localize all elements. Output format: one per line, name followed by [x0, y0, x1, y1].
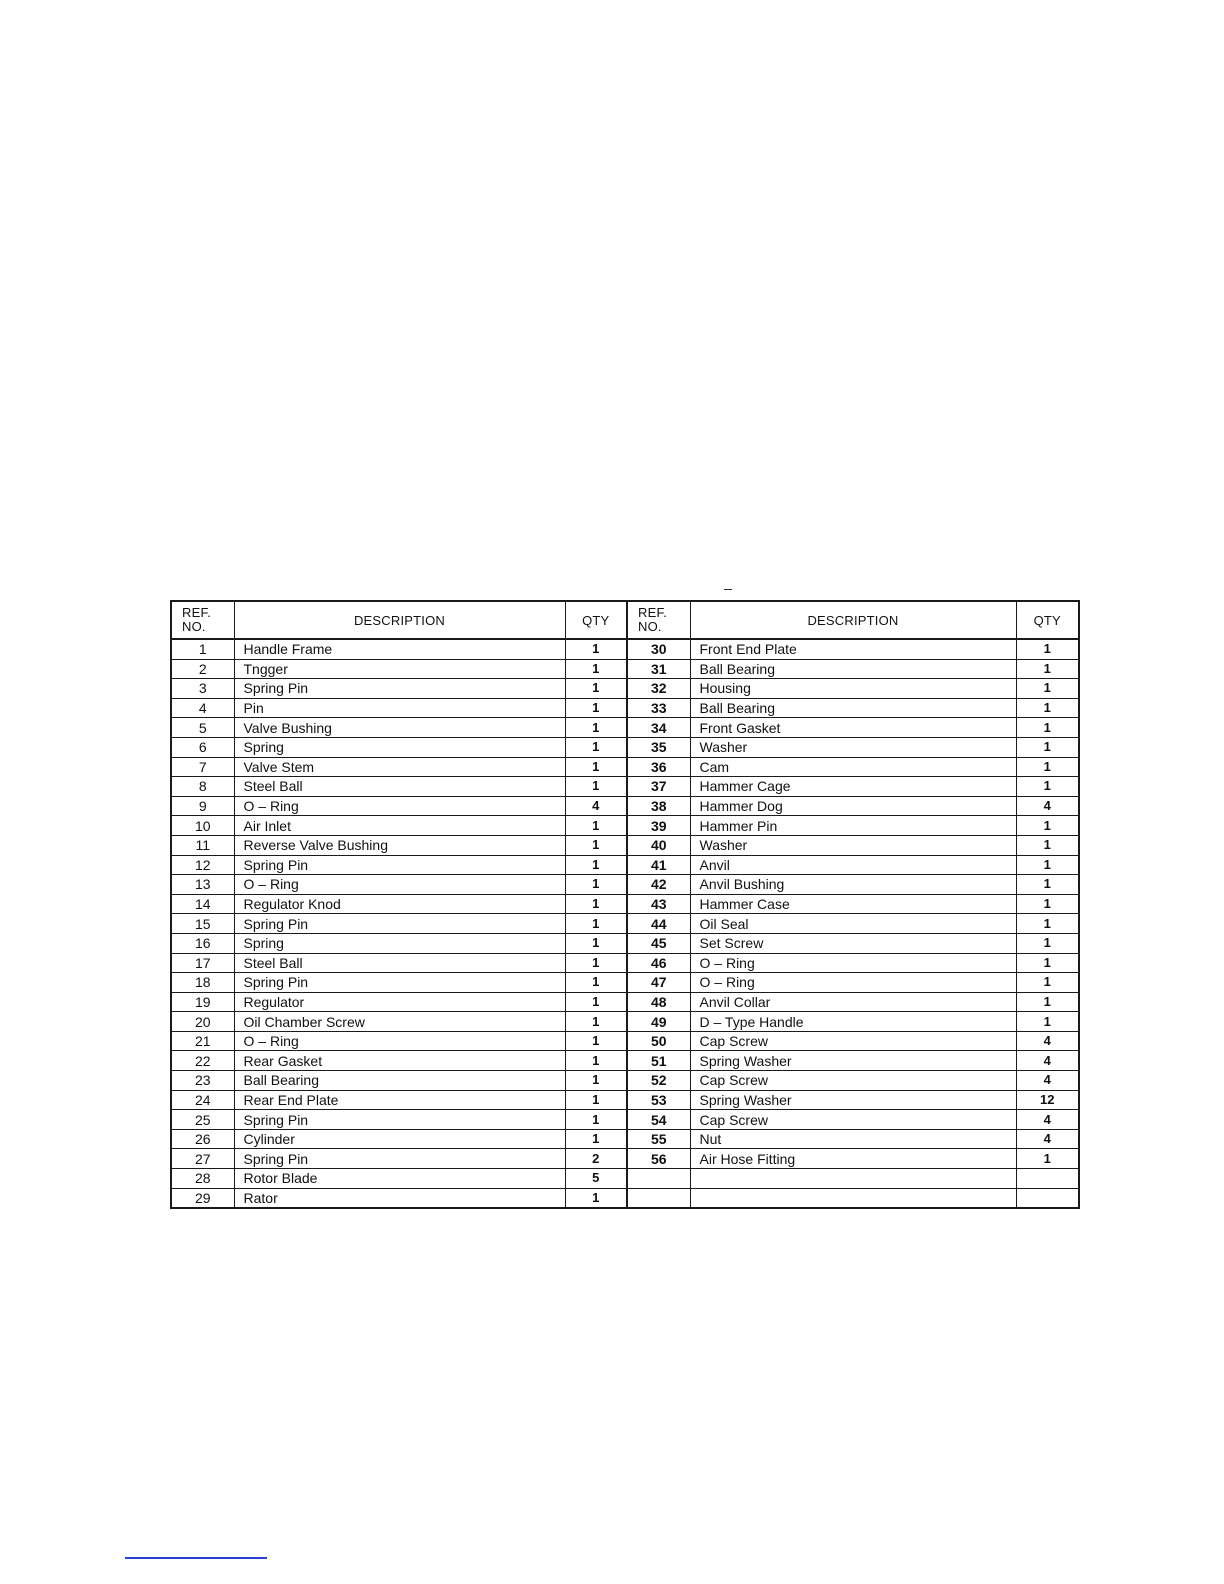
description-cell: Oil Seal — [690, 914, 1016, 934]
qty-cell: 1 — [565, 816, 627, 836]
ref-no-cell: 43 — [627, 894, 690, 914]
description-cell: Valve Stem — [234, 757, 565, 777]
qty-cell: 4 — [1016, 796, 1079, 816]
table-row — [171, 659, 1079, 679]
qty-cell: 1 — [565, 718, 627, 738]
qty-cell: 1 — [1016, 973, 1079, 993]
qty-cell: 1 — [565, 1110, 627, 1130]
parts-list-table — [170, 600, 1080, 1209]
ref-no-cell: 42 — [627, 875, 690, 895]
ref-no-cell: 41 — [627, 855, 690, 875]
empty-cell — [690, 1188, 1016, 1208]
ref-no-cell: 45 — [627, 933, 690, 953]
description-cell: Spring Pin — [234, 855, 565, 875]
qty-cell: 1 — [565, 1051, 627, 1071]
qty-cell: 1 — [565, 1071, 627, 1091]
table-row — [171, 875, 1079, 895]
qty-cell: 1 — [565, 855, 627, 875]
parts-table-body — [171, 639, 1079, 1208]
ref-no-cell: 31 — [627, 659, 690, 679]
qty-cell: 4 — [1016, 1129, 1079, 1149]
table-row — [171, 1012, 1079, 1032]
table-row — [171, 1071, 1079, 1091]
description-cell: Hammer Dog — [690, 796, 1016, 816]
footnote-rule — [125, 1557, 267, 1559]
qty-cell: 1 — [565, 1129, 627, 1149]
qty-cell: 1 — [565, 953, 627, 973]
ref-no-cell: 55 — [627, 1129, 690, 1149]
header-row — [171, 601, 1079, 639]
ref-no-cell: 33 — [627, 698, 690, 718]
description-cell: Air Hose Fitting — [690, 1149, 1016, 1169]
table-row — [171, 1110, 1079, 1130]
qty-cell: 1 — [1016, 777, 1079, 797]
qty-cell: 1 — [1016, 737, 1079, 757]
qty-cell: 1 — [1016, 757, 1079, 777]
table-row — [171, 855, 1079, 875]
description-cell: Spring Pin — [234, 1149, 565, 1169]
ref-no-cell: 14 — [171, 894, 234, 914]
ref-no-cell: 28 — [171, 1169, 234, 1189]
description-cell: Front End Plate — [690, 639, 1016, 659]
qty-cell: 1 — [565, 992, 627, 1012]
ref-no-cell: 37 — [627, 777, 690, 797]
ref-no-header-right: REF. NO. — [627, 601, 690, 639]
description-cell: Reverse Valve Bushing — [234, 835, 565, 855]
qty-cell: 4 — [1016, 1071, 1079, 1091]
ref-no-cell: 52 — [627, 1071, 690, 1091]
table-row — [171, 737, 1079, 757]
table-row — [171, 914, 1079, 934]
ref-no-header-left: REF. NO. — [171, 601, 234, 639]
qty-cell: 1 — [1016, 933, 1079, 953]
ref-no-cell: 23 — [171, 1071, 234, 1091]
table-row — [171, 973, 1079, 993]
qty-cell: 4 — [1016, 1110, 1079, 1130]
description-cell: Spring Pin — [234, 679, 565, 699]
qty-cell: 1 — [565, 757, 627, 777]
ref-no-cell: 21 — [171, 1031, 234, 1051]
table-row — [171, 1090, 1079, 1110]
description-cell: Regulator Knod — [234, 894, 565, 914]
qty-cell: 1 — [565, 875, 627, 895]
description-cell: Spring Pin — [234, 914, 565, 934]
description-cell: Pin — [234, 698, 565, 718]
qty-cell: 1 — [1016, 875, 1079, 895]
table-row — [171, 698, 1079, 718]
description-cell: Ball Bearing — [234, 1071, 565, 1091]
description-cell: Spring Washer — [690, 1051, 1016, 1071]
ref-no-cell: 7 — [171, 757, 234, 777]
qty-cell: 4 — [1016, 1051, 1079, 1071]
description-cell: Hammer Cage — [690, 777, 1016, 797]
ref-no-cell: 6 — [171, 737, 234, 757]
description-cell: Cap Screw — [690, 1031, 1016, 1051]
description-cell: Spring Pin — [234, 1110, 565, 1130]
description-cell: Steel Ball — [234, 777, 565, 797]
description-cell: Ball Bearing — [690, 659, 1016, 679]
qty-cell: 1 — [1016, 1012, 1079, 1032]
description-cell: Spring — [234, 737, 565, 757]
ref-no-cell: 27 — [171, 1149, 234, 1169]
qty-cell: 1 — [1016, 816, 1079, 836]
ref-no-cell: 38 — [627, 796, 690, 816]
table-row — [171, 835, 1079, 855]
ref-no-cell: 2 — [171, 659, 234, 679]
description-cell: Anvil Collar — [690, 992, 1016, 1012]
description-cell: Spring Pin — [234, 973, 565, 993]
description-cell: Tngger — [234, 659, 565, 679]
qty-cell: 1 — [1016, 679, 1079, 699]
ref-no-cell: 32 — [627, 679, 690, 699]
empty-cell — [1016, 1169, 1079, 1189]
qty-cell: 1 — [565, 835, 627, 855]
description-cell: Rear End Plate — [234, 1090, 565, 1110]
description-cell: Washer — [690, 835, 1016, 855]
qty-cell: 1 — [565, 698, 627, 718]
description-cell: O – Ring — [234, 796, 565, 816]
description-cell: D – Type Handle — [690, 1012, 1016, 1032]
qty-cell: 2 — [565, 1149, 627, 1169]
description-cell: Valve Bushing — [234, 718, 565, 738]
ref-no-cell: 36 — [627, 757, 690, 777]
qty-cell: 1 — [565, 914, 627, 934]
ref-no-cell: 3 — [171, 679, 234, 699]
description-cell: Anvil Bushing — [690, 875, 1016, 895]
stray-tick-mark — [724, 589, 732, 590]
table-row — [171, 816, 1079, 836]
ref-no-cell: 11 — [171, 835, 234, 855]
description-cell: Hammer Pin — [690, 816, 1016, 836]
description-cell: Cap Screw — [690, 1110, 1016, 1130]
qty-cell: 1 — [565, 659, 627, 679]
qty-cell: 1 — [565, 973, 627, 993]
qty-cell: 1 — [565, 777, 627, 797]
qty-cell: 1 — [565, 639, 627, 659]
table-row — [171, 639, 1079, 659]
description-cell: Rator — [234, 1188, 565, 1208]
ref-no-cell: 47 — [627, 973, 690, 993]
description-cell: Steel Ball — [234, 953, 565, 973]
table-row — [171, 894, 1079, 914]
table-row — [171, 1149, 1079, 1169]
ref-no-cell: 24 — [171, 1090, 234, 1110]
table-row — [171, 992, 1079, 1012]
qty-cell: 4 — [1016, 1031, 1079, 1051]
description-cell: Handle Frame — [234, 639, 565, 659]
ref-no-cell: 26 — [171, 1129, 234, 1149]
ref-no-cell: 30 — [627, 639, 690, 659]
ref-no-cell: 54 — [627, 1110, 690, 1130]
qty-cell: 1 — [565, 1188, 627, 1208]
description-cell: Cap Screw — [690, 1071, 1016, 1091]
qty-cell: 1 — [565, 933, 627, 953]
ref-no-cell: 13 — [171, 875, 234, 895]
description-cell: Nut — [690, 1129, 1016, 1149]
description-cell: Cylinder — [234, 1129, 565, 1149]
qty-header-left: QTY — [565, 601, 627, 639]
table-row — [171, 1169, 1079, 1189]
description-cell: Housing — [690, 679, 1016, 699]
qty-cell: 1 — [1016, 894, 1079, 914]
ref-no-cell: 49 — [627, 1012, 690, 1032]
ref-no-cell: 35 — [627, 737, 690, 757]
ref-no-cell: 15 — [171, 914, 234, 934]
ref-no-cell: 1 — [171, 639, 234, 659]
ref-no-cell: 5 — [171, 718, 234, 738]
ref-no-cell: 19 — [171, 992, 234, 1012]
qty-cell: 1 — [1016, 914, 1079, 934]
ref-no-cell: 48 — [627, 992, 690, 1012]
description-cell: O – Ring — [234, 875, 565, 895]
ref-no-cell: 46 — [627, 953, 690, 973]
qty-cell: 1 — [1016, 855, 1079, 875]
table-row — [171, 1188, 1079, 1208]
description-header-left: DESCRIPTION — [234, 601, 565, 639]
description-cell: Ball Bearing — [690, 698, 1016, 718]
empty-cell — [1016, 1188, 1079, 1208]
description-cell: Anvil — [690, 855, 1016, 875]
ref-no-cell: 50 — [627, 1031, 690, 1051]
ref-no-cell: 29 — [171, 1188, 234, 1208]
ref-no-cell: 34 — [627, 718, 690, 738]
qty-cell: 1 — [565, 1031, 627, 1051]
qty-cell: 1 — [1016, 835, 1079, 855]
description-cell: Rear Gasket — [234, 1051, 565, 1071]
table-row — [171, 679, 1079, 699]
qty-cell: 5 — [565, 1169, 627, 1189]
ref-no-cell: 53 — [627, 1090, 690, 1110]
ref-no-cell: 9 — [171, 796, 234, 816]
table-row — [171, 1129, 1079, 1149]
description-cell: Hammer Case — [690, 894, 1016, 914]
ref-no-cell: 17 — [171, 953, 234, 973]
description-cell: Cam — [690, 757, 1016, 777]
description-header-right: DESCRIPTION — [690, 601, 1016, 639]
qty-cell: 1 — [1016, 659, 1079, 679]
ref-no-cell: 8 — [171, 777, 234, 797]
qty-cell: 4 — [565, 796, 627, 816]
table-row — [171, 933, 1079, 953]
table-row — [171, 777, 1079, 797]
table-row — [171, 757, 1079, 777]
table-row — [171, 796, 1079, 816]
qty-cell: 1 — [1016, 953, 1079, 973]
ref-no-cell: 56 — [627, 1149, 690, 1169]
ref-no-cell: 12 — [171, 855, 234, 875]
qty-cell: 1 — [1016, 718, 1079, 738]
qty-cell: 1 — [1016, 639, 1079, 659]
description-cell: Spring Washer — [690, 1090, 1016, 1110]
qty-cell: 1 — [1016, 698, 1079, 718]
qty-cell: 1 — [565, 894, 627, 914]
description-cell: O – Ring — [234, 1031, 565, 1051]
description-cell: Front Gasket — [690, 718, 1016, 738]
description-cell: Regulator — [234, 992, 565, 1012]
qty-cell: 1 — [1016, 1149, 1079, 1169]
description-cell: Washer — [690, 737, 1016, 757]
ref-no-cell: 40 — [627, 835, 690, 855]
empty-cell — [627, 1169, 690, 1189]
qty-cell: 1 — [1016, 992, 1079, 1012]
empty-cell — [690, 1169, 1016, 1189]
ref-no-cell: 18 — [171, 973, 234, 993]
qty-cell: 1 — [565, 737, 627, 757]
table-row — [171, 953, 1079, 973]
description-cell: O – Ring — [690, 953, 1016, 973]
ref-no-cell: 39 — [627, 816, 690, 836]
table-row — [171, 1031, 1079, 1051]
description-cell: Oil Chamber Screw — [234, 1012, 565, 1032]
ref-no-cell: 51 — [627, 1051, 690, 1071]
description-cell: Air Inlet — [234, 816, 565, 836]
description-cell: Rotor Blade — [234, 1169, 565, 1189]
empty-cell — [627, 1188, 690, 1208]
table-row — [171, 718, 1079, 738]
ref-no-cell: 20 — [171, 1012, 234, 1032]
qty-cell: 1 — [565, 1012, 627, 1032]
qty-cell: 12 — [1016, 1090, 1079, 1110]
qty-cell: 1 — [565, 1090, 627, 1110]
description-cell: Spring — [234, 933, 565, 953]
qty-header-right: QTY — [1016, 601, 1079, 639]
qty-cell: 1 — [565, 679, 627, 699]
table-row — [171, 1051, 1079, 1071]
ref-no-cell: 22 — [171, 1051, 234, 1071]
ref-no-cell: 25 — [171, 1110, 234, 1130]
ref-no-cell: 16 — [171, 933, 234, 953]
ref-no-cell: 10 — [171, 816, 234, 836]
ref-no-cell: 44 — [627, 914, 690, 934]
description-cell: O – Ring — [690, 973, 1016, 993]
description-cell: Set Screw — [690, 933, 1016, 953]
ref-no-cell: 4 — [171, 698, 234, 718]
